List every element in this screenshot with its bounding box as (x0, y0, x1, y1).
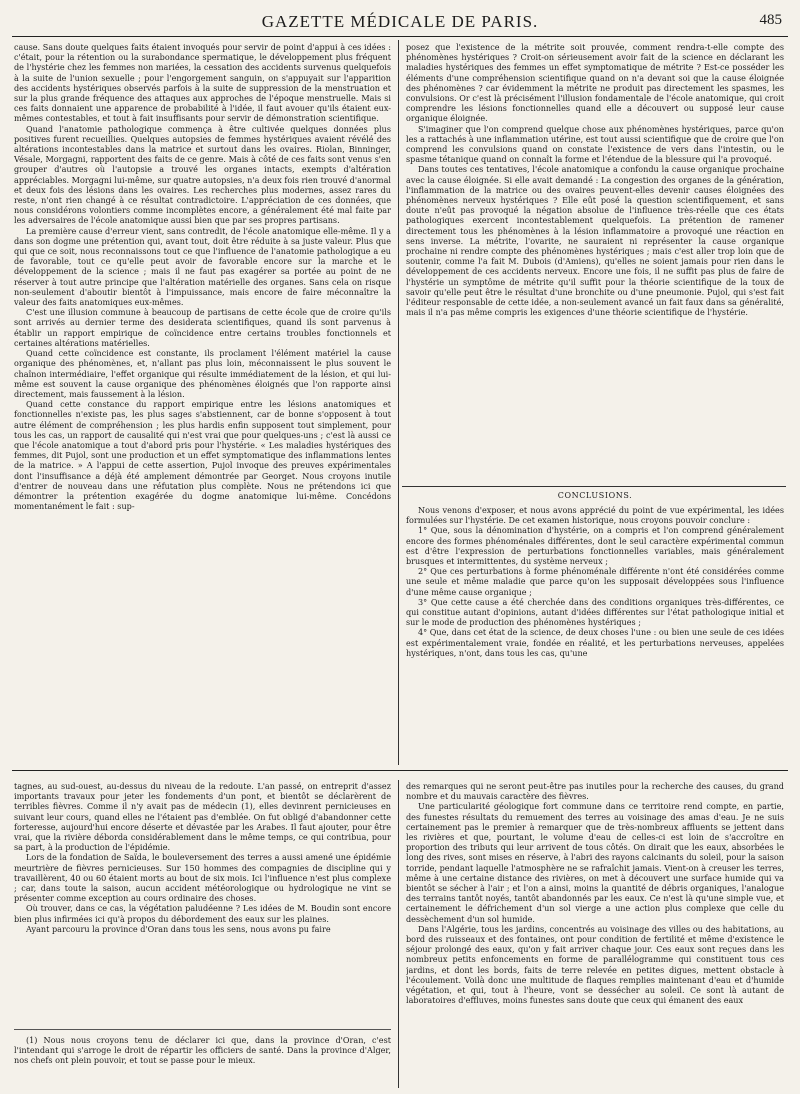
gazette-title: GAZETTE MÉDICALE DE PARIS. (261, 12, 539, 31)
paragraph: Où trouver, dans ce cas, la végétation paludéenne ? Les idées de M. Boudin sont encore bien plus infirmées ici qu'à propos du débordement des eaux sur les plaines. (14, 903, 391, 924)
paragraph: La première cause d'erreur vient, sans contredit, de l'école anatomique elle-même. Il y a dans son dogme une prétention qui, avant tout, doit être réduite à sa juste valeur. Plus que qui que ce soit, nous reconnaissons tout ce que l'influence de l'anatomie pathologique a eu de favorable, tout ce qu'elle peut avoir de favorable encore sur la marche et le développement de la science ; mais il ne faut pas exagérer sa portée au point de ne réserver à tout autre principe que l'altération matérielle des organes. Sans cela on risque non-seulement d'aboutir bientôt à l'impuissance, mais encore de faire méconnaître la valeur des faits anatomiques eux-mêmes. (14, 225, 391, 308)
paragraph: Ayant parcouru la province d'Oran dans tous les sens, nous avons pu faire (26, 923, 331, 934)
paragraph: 4° Que, dans cet état de la science, de deux choses l'une : ou bien une seule de ces idées est expérimentalement vraie, fondée en réalité, et les perturbations nerveuses, appelées hystériques, n'ont, dans tous les cas, qu'une (406, 627, 784, 658)
paragraph: tagnes, au sud-ouest, au-dessus du niveau de la redoute. L'an passé, on entreprit d'assez importants travaux pour jeter les fondements d'un pont, et bientôt se déclarèrent de terribles fièvres. Comme il n'y avait pas de médecin (1), elles devinrent pernicieuses en suivant leur cours, quand elles ne l'étaient pas d'emblée. On fut obligé d'abandonner cette forteresse, aujourd'hui encore déserte et dévastée par les Arabes. Il faut ajouter, pour être vrai, que la rivière déborda considérablement dans le même temps, ce qui contribua, pour sa part, à la production de l'épidémie. (14, 781, 391, 853)
paragraph: des remarques qui ne seront peut-être pas inutiles pour la recherche des causes, du grand nombre et du mauvais caractère des fièvres. (406, 781, 784, 802)
paragraph: cause. Sans doute quelques faits étaient invoqués pour servir de point d'appui à ces idées : c'était, pour la rétention ou la surabondance spermatique, le développement plus fréquent de l'hystérie chez les femmes non mariées, la cessation des accidents survenus quelquefois à la suite de l'union sexuelle ; pour l'engorgement sanguin, on s'appuyait sur l'apparition des accidents hystériques observés parfois à la suite de suppression de la menstruation et sur la plus grande fréquence des attaques aux approches de l'époque menstruelle. Mais si ces faits donnaient une apparence de probabilité à l'idée, il faut avouer qu'ils étaient eux-mêmes contestables, et tout à fait insuffisants pour servir de démonstration scientifique. (14, 42, 391, 124)
column-divider-bottom (398, 780, 399, 1088)
paragraph: Dans toutes ces tentatives, l'école anatomique a confondu la cause organique prochaine avec la cause éloignée. Si elle avait demandé : La congestion des organes de la génération, l'inflammation de la matrice ou des ovaires peuvent-elles devenir causes éloignées des phénomènes nerveux hystériques ? Elle eût posé la question scientifiquement, et sans doute n'eût pas provoqué la négation absolue de l'influence très-réelle que ces états pathologiques exercent incontestablement quelquefois. La prétention de ramener directement tous les phénomènes à la lésion inflammatoire a provoqué une réaction en sens inverse. La métrite, l'ovarite, ne sauraient ni représenter la cause organique prochaine ni rendre compte des phénomènes hystériques ; mais c'est aller trop loin que de soutenir, comme l'a fait M. Dubois (d'Amiens), qu'elles ne soient jamais pour rien dans le développement de ces accidents nerveux. Encore une fois, il ne suffit pas plus de faire de l'hystérie un symptôme de métrite qu'il suffit pour la théorie scientifique de la toux de savoir qu'elle peut être le résultat d'une bronchite ou d'une pneumonie. Pujol, qui s'est fait l'éditeur responsable de cette idée, a non-seulement avancé un fait faux dans sa généralité, mais il n'a pas même compris les exigences d'une théorie scientifique de l'hystérie. (406, 164, 784, 318)
paragraph: C'est une illusion commune à beaucoup de partisans de cette école que de croire qu'ils sont arrivés au dernier terme des desiderata scientifiques, quand ils sont parvenus à établir un rapport empirique de coïncidence entre certains troubles fonctionnels et certaines altérations matérielles. (14, 307, 391, 348)
paragraph: 3° Que cette cause a été cherchée dans des conditions organiques très-différentes, ce qui constitue autant d'opinions, autant d'idées différentes sur l'état pathologique initial et sur le mode de production des phénomènes hystériques ; (406, 596, 784, 628)
paragraph: Quand l'anatomie pathologique commença à être cultivée quelques données plus positives furent recueillies. Quelques autopsies de femmes hystériques avaient révélé des altérations incontestables dans la matrice et surtout dans les ovaires. Riolan, Binninger, Vésale, Morgagni, rapportent des faits de ce genre. Mais à côté de ces faits sont venus s'en grouper d'autres où l'autopsie a trouvé les organes intacts, exempts d'altération appréciables. Morgagni lui-même, sur quatre autopsies, n'a deux fois rien trouvé d'anormal et deux fois des lésions dans les ovaires. Les recherches plus modernes, assez rares du reste, n'ont rien changé à ce résultat contradictoire. L'appréciation de ces données, que nous considérons volontiers comme incomplètes encore, a généralement été mal faite par les adversaires de l'école anatomique aussi bien que par ses propres partisans. (14, 123, 391, 226)
header-rule (12, 36, 788, 37)
conclusions-rule (402, 486, 786, 487)
conclusions-column (406, 505, 784, 763)
conclusions-heading: CONCLUSIONS. (557, 491, 633, 500)
paragraph: Nous venons d'exposer, et nous avons apprécié du point de vue expérimental, les idées formulées sur l'hystérie. De cet examen historique, nous croyons pouvoir conclure : (406, 505, 784, 526)
paragraph: Quand cette constance du rapport empirique entre les lésions anatomiques et fonctionnelles n'existe pas, les plus sages s'abstiennent, car de bonne s'opposent à tout autre élément de compréhension ; les plus hardis enfin supposent tout simplement, pour tous les cas, un rapport de causalité qui n'est vrai que pour quelques-uns ; c'est là aussi ce que l'école anatomique a tout d'abord pris pour l'hystérie. « Les maladies hystériques des femmes, dit Pujol, sont une production et un effet symptomatique des inflammations lentes de la matrice. » A l'appui de cette assertion, Pujol invoque des preuves expérimentales dont l'insuffisance a déjà été amplement démontrée par Georget. Nous croyons inutile d'entrer de nouveau dans une réfutation plus complète. Nous ne prétendons ici que démontrer la prétention exagérée du dogme anatomique lui-même. Concédons momentanément le fait : sup- (14, 399, 391, 512)
page-number: 485 (759, 12, 782, 28)
lower-column-right (406, 781, 784, 1086)
paragraph: posez que l'existence de la métrite soit prouvée, comment rendra-t-elle compte des phénomènes hystériques ? Croit-on sérieusement avoir fait de la science en déclarant les maladies hystériques des femmes un effet symptomatique de métrite ? Est-ce posséder les éléments d'une compréhension scientifique quand on n'a devant soi que la cause éloignée des phénomènes ? car évidemment la métrite ne produit pas directement les spasmes, les convulsions. Or c'est là précisément l'illusion fondamentale de l'école anatomique, qui croit comprendre les lésions fonctionnelles quand elle a découvert ou supposé leur cause organique éloignée. (406, 42, 784, 124)
section-divider (12, 770, 788, 771)
footnote-text: (1) Nous nous croyons tenu de déclarer ici que, dans la province d'Oran, c'est l'intendant qui s'arroge le droit de répartir les officiers de santé. Dans la province d'Alger, nos chefs ont plein pouvoir, et tout se passe pour le mieux. (14, 1035, 391, 1066)
paragraph: Lors de la fondation de Saïda, le bouleversement des terres a aussi amené une épidémie meurtrière de fièvres pernicieuses. Sur 150 hommes des compagnies de discipline qui y travaillèrent, 40 ou 60 étaient morts au bout de six mois. Ici l'influence n'est plus complexe ; car, dans toute la saison, aucun accident météorologique ou hydrologique ne vint se présenter comme exception au cours ordinaire des choses. (14, 852, 391, 904)
paragraph: Dans l'Algérie, tous les jardins, concentrés au voisinage des villes ou des habitations, au bord des ruisseaux et des fontaines, ont pour condition de fertilité et même d'existence le séjour prolongé des eaux, qu'on y fait arriver chaque jour. Ces eaux sont reçues dans les nombreux petits enfoncements en forme de parallélogramme qui constituent tous ces jardins, et dont les bords, faits de terre relevée en petites digues, mettent obstacle à l'écoulement. Voilà donc une multitude de flaques remplies maintenant d'eau et d'humide végétation, et qui, tout à l'heure, vont se dessécher au soleil. Ce sont là autant de laboratoires d'effluves, moins funestes sans doute que ceux qui émanent des eaux (406, 923, 784, 1006)
paragraph: Une particularité géologique fort commune dans ce territoire rend compte, en partie, des funestes résultats du remuement des terres au voisinage des amas d'eau. Je ne suis certainement pas le premier à remarquer que de très-nombreux affluents se jettent dans les rivières et que, pourtant, le volume d'eau de celles-ci est loin de s'accroître en proportion des tributs qui leur arrivent de tous côtés. On dirait que les eaux, absorbées le long des rives, sont mises en réserve, à l'abri des rayons calcinants du soleil, pour la saison torride, pendant laquelle l'atmosphère ne se rafraîchit jamais. Vient-on à creuser les terres, même à une certaine distance des rivières, on met à découvert une surface humide qui va bientôt se sécher à l'air ; et l'on a ainsi, moins la quantité de débris organiques, l'analogue des terrains tantôt noyés, tantôt abandonnés par les eaux. Ce n'est là qu'une simple vue, et certainement le défrichement d'un sol vierge a une action plus complexe que celle du dessèchement d'un sol humide. (406, 801, 784, 924)
footnote-rule (14, 1029, 391, 1030)
paragraph: 2° Que ces perturbations à forme phénoménale différente n'ont été considérées comme une seule et même maladie que parce qu'on les supposait développées sous l'influence d'une même cause organique ; (406, 566, 784, 597)
lower-column-left (14, 781, 391, 1009)
paragraph: S'imaginer que l'on comprend quelque chose aux phénomènes hystériques, parce qu'on les a rattachés à une inflammation utérine, est tout aussi scientifique que de croire que l'on comprend les convulsions quand on constate l'existence de vers dans l'intestin, ou le spasme tétanique quand on connaît la forme et l'étendue de la blessure qui l'a provoqué. (406, 123, 784, 165)
paragraph: Quand cette coïncidence est constante, ils proclament l'élément matériel la cause organique des phénomènes, et, n'allant pas plus loin, méconnaissent le plus souvent le chaînon intermédiaire, l'effet organique qui résulte immédiatement de la lésion, et qui lui-même est souvent la cause organique des phénomènes éloignés que l'on rapporte ainsi directement, mais faussement à la lésion. (14, 348, 391, 399)
article-column-left (14, 42, 391, 762)
column-divider-top (398, 40, 399, 765)
article-column-right (406, 42, 784, 482)
paragraph: 1° Que, sous la dénomination d'hystérie, on a compris et l'on comprend généralement encore des formes phénoménales différentes, dont le seul caractère expérimental commun est d'être l'expression de perturbations fonctionnelles variables, mais généralement brusques et intermittentes, du système nerveux ; (406, 525, 784, 567)
page-header (0, 8, 800, 36)
footnote (14, 1035, 391, 1085)
